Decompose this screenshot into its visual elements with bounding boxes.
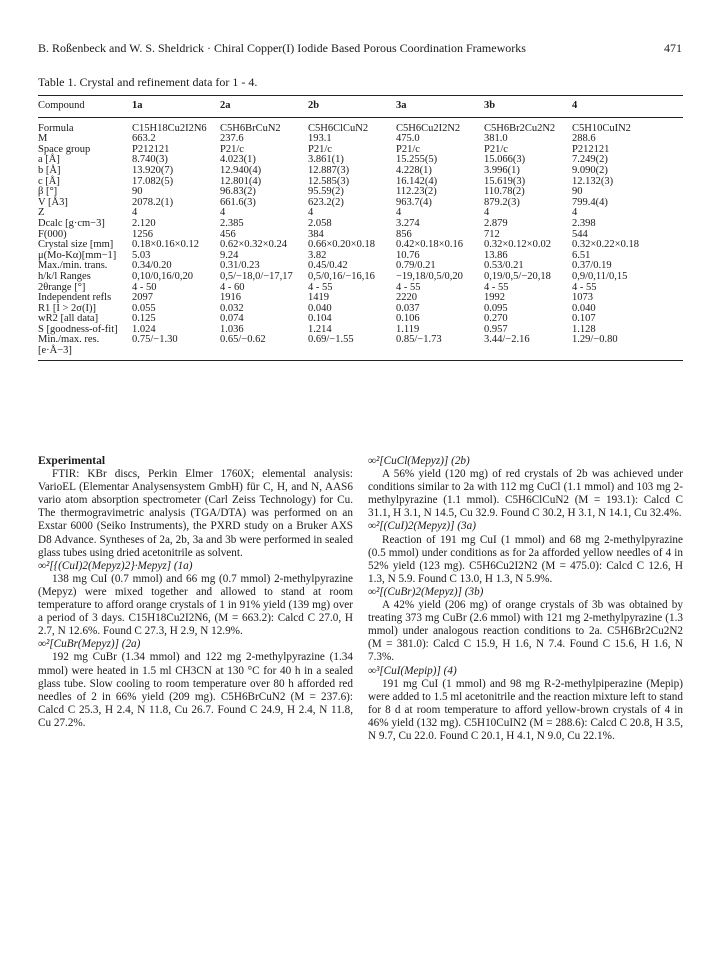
table-cell: C5H10CuIN2 [572, 122, 631, 134]
table-cell: 4.023(1) [220, 154, 256, 166]
table-cell: 6.51 [572, 249, 591, 261]
table-cell: 4 [572, 207, 578, 219]
table-cell: 0.032 [220, 302, 244, 314]
row-label: Min./max. res. [38, 334, 100, 346]
table-cell: 544 [572, 228, 588, 240]
synthesis-2a-text: 192 mg CuBr (1.34 mmol) and 122 mg 2-methylpyrazine (1.34 mmol) were heated in 1.5 ml CH3CN at 130 °C for 40 h in a sealed glass tube. Slow cooling to room temperature over 80 h afforded red needles of 2 in 66% yield (209 mg). C5H6BrCuN2 (M = 237.6): Calcd C 25.3, H 2.4, N 11.8, Cu 26.7. Found C 24.9, H 2.4, N 11.8, Cu 27.2%. [38, 651, 353, 729]
table-cell: P21/c [308, 143, 332, 155]
table-cell: 1419 [308, 292, 329, 304]
table-cell: 4 - 50 [132, 281, 157, 293]
column-header-1a: 1a [132, 96, 220, 118]
table-cell: 623.2(2) [308, 196, 344, 208]
table-cell [396, 346, 484, 360]
table-cell [132, 346, 220, 360]
table-cell: 96.83(2) [220, 186, 256, 198]
table-cell: −19,18/0,5/0,20 [396, 270, 463, 282]
table-cell: 4 [132, 207, 138, 219]
table-cell: C5H6Br2Cu2N2 [484, 122, 556, 134]
synthesis-4-text: 191 mg CuI (1 mmol) and 98 mg R-2-methylpiperazine (Mepip) were added to 1.5 ml acetonitrile and the reaction mixture left to stand for 8 d at room temperature to afford yellow-brown crystals of 4 in 46% yield (132 mg). C5H10CuIN2 (M = 288.6): Calcd C 20.8, H 3.5, N 9.7, Cu 22.0. Found C 20.1, H 4.1, N 9.0, Cu 22.1%. [368, 677, 683, 742]
table-cell: 15.066(3) [484, 154, 526, 166]
table-cell [308, 346, 396, 360]
experimental-intro: FTIR: KBr discs, Perkin Elmer 1760X; elemental analysis: VarioEL (Elementar Analysensystem GmbH) für C, H, and N, AAS6 vario atom absorption spectrometer (Carl Zeiss Technology) for Cu. The thermogravimetric analysis (TGA/DTA) was performed on an Exstar 6000 (Seiko Instruments), the PXRD study on a Bruker AXS D8 Advance. Syntheses of 2a, 2b, 3a and 3b were performed in sealed glass tubes using dried acetonitrile as solvent. [38, 468, 353, 559]
table-cell: 10.76 [396, 249, 420, 261]
table-cell: 3.82 [308, 249, 327, 261]
table-cell: 15.619(3) [484, 175, 526, 187]
table-cell: 4.228(1) [396, 164, 432, 176]
row-label: Dcalc [g·cm−3] [38, 217, 105, 229]
table-cell: 0,5/−18,0/−17,17 [220, 270, 293, 282]
table-cell: 712 [484, 228, 500, 240]
row-label: Max./min. trans. [38, 260, 108, 272]
table-cell: C5H6BrCuN2 [220, 122, 281, 134]
table-cell: 0.65/−0.62 [220, 334, 266, 346]
table-cell: 0.107 [572, 313, 596, 325]
table-cell: C15H18Cu2I2N6 [132, 122, 207, 134]
table-row [38, 346, 683, 360]
table-cell: 1.119 [396, 323, 420, 335]
synthesis-3b-text: A 42% yield (206 mg) of orange crystals of 3b was obtained by treating 373 mg CuBr (2.6 mmol) with 121 mg 2-methylpyrazine (1.3 mmol) under analogous reaction conditions to 2a. C5H6Br2Cu2N2 (M = 381.0): Calcd C 15.9, H 1.6, N 7.4. Found C 15.6, H 1.6, N 7.3%. [368, 599, 683, 664]
table-cell: 879.2(3) [484, 196, 520, 208]
table-cell: 90 [572, 186, 583, 198]
table-cell: 663.2 [132, 133, 156, 145]
table-cell: 2078.2(1) [132, 196, 174, 208]
synthesis-1a-text: 138 mg CuI (0.7 mmol) and 66 mg (0.7 mmol) 2-methylpyrazine (Mepyz) were mixed together and allowed to stand at room temperature to afford orange crystals of 1 in 91% yield (139 mg) over a period of 3 days. C15H18Cu2I2N6, (M = 663.2): Calcd C 27.0, H 2.7, N 12.6%. Found C 27.3, H 2.9, N 12.9%. [38, 572, 353, 638]
table-cell: 110.78(2) [484, 186, 525, 198]
table-cell: 381.0 [484, 133, 508, 145]
table-cell: 661.6(3) [220, 196, 256, 208]
table-cell: 237.6 [220, 133, 244, 145]
table-cell: 4 - 55 [572, 281, 597, 293]
table-cell: 0.957 [484, 323, 508, 335]
row-label: [e·Å−3] [38, 346, 132, 360]
table-cell: 0.32×0.12×0.02 [484, 239, 551, 251]
table-cell: C5H6ClCuN2 [308, 122, 369, 134]
table-cell: 456 [220, 228, 236, 240]
table-cell: 2220 [396, 292, 417, 304]
table-cell: 0.66×0.20×0.18 [308, 239, 375, 251]
table-cell: 0.45/0.42 [308, 260, 348, 272]
row-label: Space group [38, 143, 91, 155]
table-cell: 3.44/−2.16 [484, 334, 530, 346]
synthesis-2b-text: A 56% yield (120 mg) of red crystals of 2b was achieved under conditions similar to 2a with 112 mg CuCl (1.1 mmol) and 103 mg 2-methylpyrazine (1.1 mmol). C5H6ClCuN2 (M = 193.1): Calcd C 31.1, H 3.1, N 14.5, Cu 32.9. Found C 30.2, H 3.1, N 14.1, Cu 32.4%. [368, 468, 683, 520]
table-cell: 1.024 [132, 323, 156, 335]
table-cell: 95.59(2) [308, 186, 344, 198]
table-cell: 17.082(5) [132, 175, 174, 187]
table-cell: 0.18×0.16×0.12 [132, 239, 199, 251]
row-label: Crystal size [mm] [38, 239, 114, 251]
table-cell: 4 [484, 207, 490, 219]
row-label: wR2 [all data] [38, 313, 99, 325]
table-cell: 12.585(3) [308, 175, 350, 187]
column-header-compound: Compound [38, 96, 132, 118]
synthesis-2b-title: ∞²[CuCl(Mepyz)] (2b) [368, 455, 470, 467]
table-cell: 3.861(1) [308, 154, 344, 166]
right-column [368, 455, 683, 743]
table-cell: 0.040 [308, 302, 332, 314]
row-label: μ(Mo-Kα)[mm−1] [38, 249, 117, 261]
table-cell: 0.125 [132, 313, 156, 325]
table-cell: 12.887(3) [308, 164, 350, 176]
table-cell: 15.255(5) [396, 154, 438, 166]
table-cell: 0,9/0,11/0,15 [572, 270, 628, 282]
table-cell: 90 [132, 186, 143, 198]
table-cell: 0.074 [220, 313, 244, 325]
table-cell: 4 - 55 [484, 281, 509, 293]
table-cell: 2097 [132, 292, 153, 304]
table-cell: 0,5/0,16/−16,16 [308, 270, 375, 282]
table-cell: 193.1 [308, 133, 332, 145]
running-title: B. Roßenbeck and W. S. Sheldrick · Chiral Copper(I) Iodide Based Porous Coordination Frameworks [38, 41, 526, 55]
synthesis-3b-title: ∞²[(CuBr)2(Mepyz)] (3b) [368, 585, 484, 598]
table-cell: 0.79/0.21 [396, 260, 436, 272]
row-label: Z [38, 207, 45, 219]
row-label: F(000) [38, 228, 67, 240]
table-cell: P212121 [572, 143, 610, 155]
table-cell: 0.106 [396, 313, 420, 325]
table-cell: 12.801(4) [220, 175, 262, 187]
table-row [38, 166, 683, 177]
table-cell: 13.86 [484, 249, 508, 261]
table-cell: 2.385 [220, 217, 244, 229]
synthesis-3a-text: Reaction of 191 mg CuI (1 mmol) and 68 mg 2-methylpyrazine (0.5 mmol) under conditions as for 2a afforded yellow needles of 4 in 52% yield (123 mg). C5H6Cu2I2N2 (M = 475.0): Calcd C 12.6, H 1.3, N 5.9. Found C 13.0, H 1.3, N 5.9%. [368, 533, 683, 585]
column-header-3a: 3a [396, 96, 484, 118]
table-cell: 0.095 [484, 302, 508, 314]
table-cell [484, 346, 572, 360]
table-cell: 3.274 [396, 217, 420, 229]
crystal-data-table [38, 95, 683, 361]
table-row [38, 272, 683, 283]
table-cell: 1.214 [308, 323, 332, 335]
table-cell: 4 [220, 207, 226, 219]
synthesis-1a-title: ∞²[{(CuI)2(Mepyz)2}·Mepyz] (1a) [38, 559, 193, 572]
table-cell: 1.036 [220, 323, 244, 335]
column-header-4: 4 [572, 96, 683, 118]
row-label: β [°] [38, 186, 58, 198]
table-cell: 4 [396, 207, 402, 219]
table-cell: 0.104 [308, 313, 332, 325]
table-header-row [38, 96, 683, 118]
table-cell: 3.996(1) [484, 164, 520, 176]
column-header-2b: 2b [308, 96, 396, 118]
table-cell: 9.24 [220, 249, 239, 261]
row-label: 2θrange [°] [38, 281, 86, 293]
table-cell: 0.53/0.21 [484, 260, 524, 272]
table-cell: 4 - 55 [396, 281, 421, 293]
table-cell: P212121 [132, 143, 170, 155]
left-column [38, 455, 353, 730]
table-cell: 112.23(2) [396, 186, 437, 198]
table-cell: 0.31/0.23 [220, 260, 260, 272]
table-cell: 5.03 [132, 249, 151, 261]
row-label: S [goodness-of-fit] [38, 323, 118, 335]
table-cell: 963.7(4) [396, 196, 432, 208]
table-cell: 1916 [220, 292, 241, 304]
table-cell: 1992 [484, 292, 505, 304]
table-cell: 0.055 [132, 302, 156, 314]
table-cell: 0.270 [484, 313, 508, 325]
table-cell: 4 - 55 [308, 281, 333, 293]
table-cell: 0.037 [396, 302, 420, 314]
table-cell: 0.32×0.22×0.18 [572, 239, 639, 251]
row-label: V [Å3] [38, 196, 68, 208]
table-row [38, 335, 683, 346]
synthesis-2a-title: ∞²[CuBr(Mepyz)] (2a) [38, 638, 141, 651]
table-cell [220, 346, 308, 360]
table-cell: 475.0 [396, 133, 420, 145]
row-label: b [Å] [38, 164, 61, 176]
running-header [38, 41, 682, 56]
table-cell: 0.37/0.19 [572, 260, 612, 272]
table-cell: 1256 [132, 228, 153, 240]
table-cell: P21/c [484, 143, 508, 155]
row-label: a [Å] [38, 154, 60, 166]
section-title-experimental: Experimental [38, 455, 106, 467]
row-label: R1 [I > 2σ(I)] [38, 302, 96, 314]
row-label: Independent refls [38, 292, 112, 304]
page-number: 471 [664, 41, 682, 55]
table-cell: 1.29/−0.80 [572, 334, 618, 346]
table-cell: 16.142(4) [396, 175, 438, 187]
table-cell: 799.4(4) [572, 196, 608, 208]
row-label: Formula [38, 122, 74, 134]
table-cell: 9.090(2) [572, 164, 608, 176]
table-cell: 384 [308, 228, 324, 240]
table-cell: 8.740(3) [132, 154, 168, 166]
table-cell: 13.920(7) [132, 164, 174, 176]
table-cell: 0,10/0,16/0,20 [132, 270, 193, 282]
table-cell: 7.249(2) [572, 154, 608, 166]
table-cell: 0.040 [572, 302, 596, 314]
table-cell: 0.34/0.20 [132, 260, 172, 272]
synthesis-3a-title: ∞²[(CuI)2(Mepyz)] (3a) [368, 520, 476, 533]
row-label: h/k/l Ranges [38, 270, 91, 282]
table-cell: 1.128 [572, 323, 596, 335]
table-cell: 12.940(4) [220, 164, 262, 176]
table-body [38, 117, 683, 360]
table-cell: 0.69/−1.55 [308, 334, 354, 346]
table-cell: 856 [396, 228, 412, 240]
table-cell: 4 [308, 207, 314, 219]
table-cell: 4 - 60 [220, 281, 245, 293]
table-cell: 0.42×0.18×0.16 [396, 239, 463, 251]
row-label: c [Å] [38, 175, 60, 187]
table-cell: 0.85/−1.73 [396, 334, 442, 346]
table-cell: 12.132(3) [572, 175, 614, 187]
row-label: M [38, 133, 48, 145]
table-cell: 0.75/−1.30 [132, 334, 178, 346]
table-cell: 2.879 [484, 217, 508, 229]
table-cell: C5H6Cu2I2N2 [396, 122, 461, 134]
table-cell: 2.058 [308, 217, 332, 229]
table-cell: 0,19/0,5/−20,18 [484, 270, 551, 282]
table-cell: 2.120 [132, 217, 156, 229]
table-cell: 2.398 [572, 217, 596, 229]
synthesis-4-title: ∞³[CuI(Mepip)] (4) [368, 664, 457, 677]
table-cell: P21/c [220, 143, 244, 155]
table-row [38, 117, 683, 134]
table-cell: P21/c [396, 143, 420, 155]
column-header-2a: 2a [220, 96, 308, 118]
table-cell [572, 346, 683, 360]
table-caption: Table 1. Crystal and refinement data for 1 - 4. [38, 75, 258, 89]
table-cell: 288.6 [572, 133, 596, 145]
table-row [38, 219, 683, 230]
table-cell: 1073 [572, 292, 593, 304]
table-cell: 0.62×0.32×0.24 [220, 239, 287, 251]
column-header-3b: 3b [484, 96, 572, 118]
